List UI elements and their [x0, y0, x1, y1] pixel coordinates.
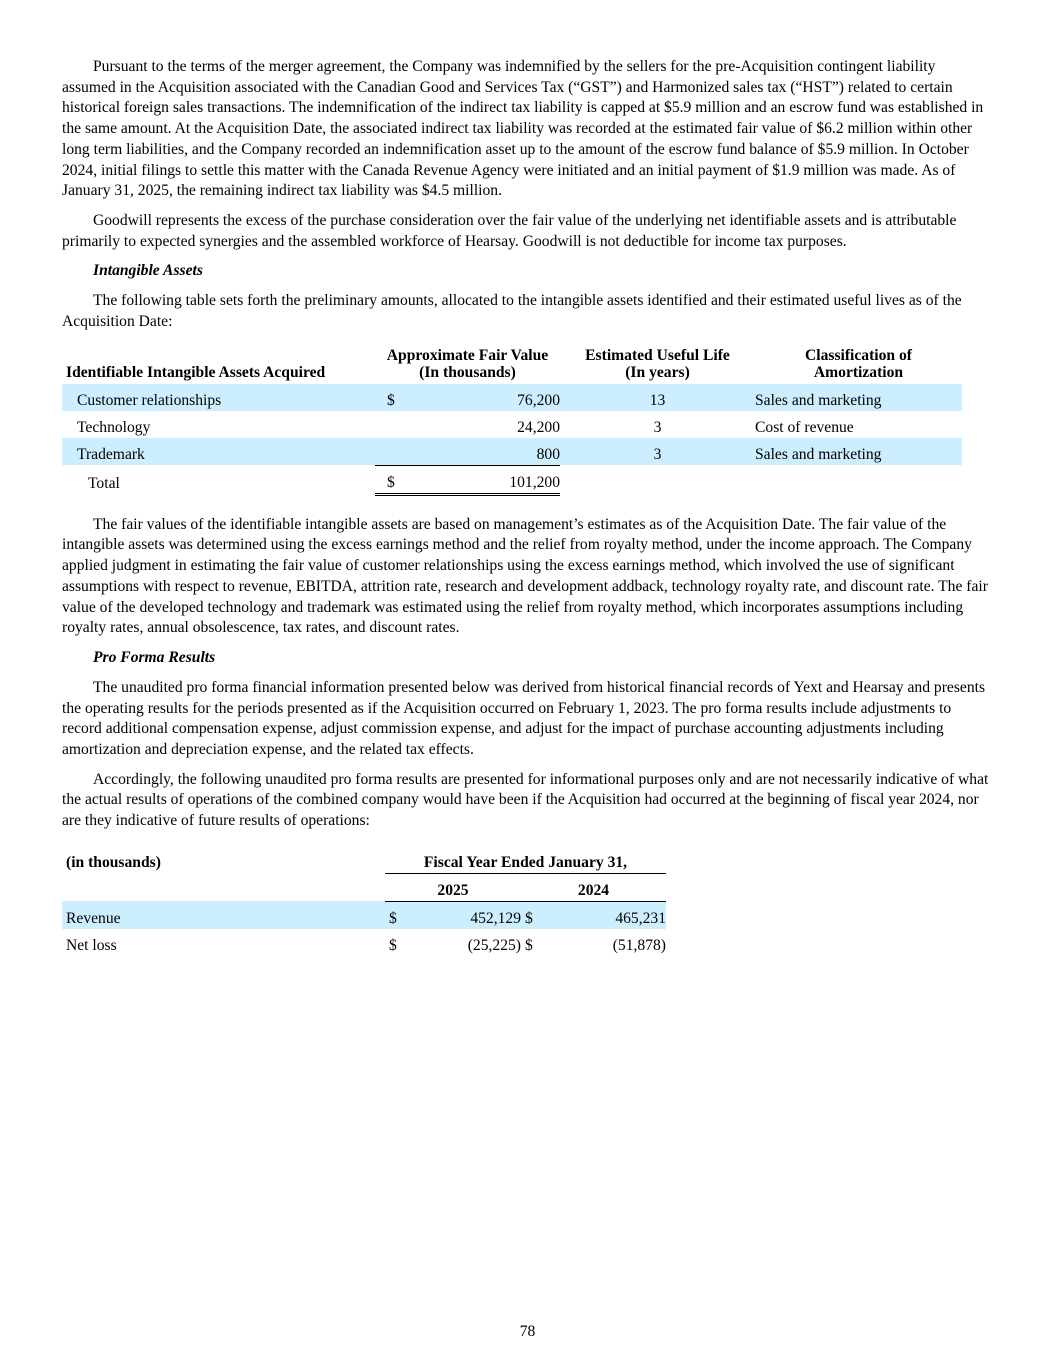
row-asset: Customer relationships	[77, 391, 222, 409]
pro-forma-table	[62, 846, 666, 956]
paragraph-intangible-intro: The following table sets forth the preliminary amounts, allocated to the intangible assets identified and their estimated useful lives as of the Acquisition Date:	[62, 292, 962, 331]
document-page	[62, 57, 992, 956]
header-useful-life-line1: Estimated Useful Life	[585, 346, 730, 364]
row-value-2025: (25,225)	[467, 936, 521, 954]
header-useful-life-line2: (In years)	[625, 363, 690, 381]
paragraph-pro-forma-disclaimer: Accordingly, the following unaudited pro forma results are presented for informational purposes only and are not necessarily indicative of what the actual results of operations of the combined company would have been if the Acquisition had occurred at the beginning of fiscal year 2024, nor are they indicative of future results of operations:	[62, 770, 989, 830]
row-classification: Cost of revenue	[755, 418, 854, 436]
page-number: 78	[519, 1323, 536, 1340]
year-2025: 2025	[385, 873, 521, 901]
row-asset: Technology	[77, 418, 151, 436]
row-value-2025: 452,129	[470, 909, 521, 927]
row-value: 24,200	[517, 418, 560, 436]
row-life: 13	[649, 391, 666, 409]
unit-label: (in thousands)	[66, 854, 161, 872]
table-header-row	[62, 873, 666, 901]
heading-intangible-assets: Intangible Assets	[93, 262, 203, 280]
row-asset: Trademark	[77, 446, 145, 464]
header-fair-value	[375, 347, 560, 384]
row-currency: $	[387, 391, 395, 409]
row-value-2024: (51,878)	[612, 936, 666, 954]
table-row	[62, 411, 962, 438]
row-label: Net loss	[66, 936, 117, 954]
table-row	[62, 438, 962, 466]
row-classification: Sales and marketing	[755, 391, 882, 409]
total-value: 101,200	[395, 465, 560, 494]
row-currency	[375, 438, 395, 466]
table-row	[62, 929, 666, 956]
row-currency: $	[525, 936, 533, 954]
row-life: 3	[653, 418, 662, 436]
table-header-row	[62, 846, 666, 874]
row-currency: $	[525, 909, 533, 927]
header-fair-value-line2: (In thousands)	[419, 363, 516, 381]
row-label: Revenue	[66, 909, 121, 927]
row-life: 3	[653, 446, 662, 464]
row-value: 76,200	[517, 391, 560, 409]
row-value: 800	[395, 438, 560, 466]
intangible-assets-table	[62, 347, 962, 496]
table-row	[62, 901, 666, 929]
header-classification	[755, 347, 962, 384]
paragraph-indemnification: Pursuant to the terms of the merger agreement, the Company was indemnified by the sellers for the pre-Acquisition contingent liability assumed in the Acquisition associated with the Canadian Good and Services Tax (“GST”) and Harmonized sales tax (“HST”) related to certain historical foreign sales transactions. The indemnification of the indirect tax liability is capped at $5.9 million and an escrow fund was established in the same amount. At the Acquisition Date, the associated indirect tax liability was recorded at the estimated fair value of $6.2 million within other long term liabilities, and the Company recorded an indemnification asset up to the amount of the escrow fund balance of $5.9 million. In October 2024, initial filings to settle this matter with the Canada Revenue Agency were initiated and an initial payment of $1.9 million was made. As of January 31, 2025, the remaining indirect tax liability was $4.5 million.	[62, 58, 984, 200]
header-asset: Identifiable Intangible Assets Acquired	[66, 363, 326, 381]
paragraph-goodwill: Goodwill represents the excess of the purchase consideration over the fair value of the underlying net identifiable assets and is attributable primarily to expected synergies and the assembled workforce of Hearsay. Goodwill is not deductible for income tax purposes.	[62, 211, 957, 250]
row-classification: Sales and marketing	[755, 446, 882, 464]
header-classification-line2: Amortization	[813, 363, 904, 381]
year-2024: 2024	[521, 873, 666, 901]
row-currency	[375, 411, 395, 438]
table-row	[62, 384, 962, 411]
total-label: Total	[88, 475, 120, 493]
row-value-2024: 465,231	[615, 909, 666, 927]
paragraph-pro-forma-intro: The unaudited pro forma financial information presented below was derived from historical financial records of Yext and Hearsay and presents the operating results for the periods presented as if the Acquisition occurred on February 1, 2023. The pro forma results include adjustments to record additional compensation expense, adjust commission expense, and adjust for the impact of purchase accounting adjustments including amortization and depreciation expense, and the related tax effects.	[62, 678, 986, 759]
total-currency: $	[375, 465, 395, 494]
table-header-row	[62, 347, 962, 384]
heading-pro-forma: Pro Forma Results	[93, 648, 216, 666]
period-header: Fiscal Year Ended January 31,	[385, 846, 666, 874]
paragraph-fair-value-method: The fair values of the identifiable intangible assets are based on management’s estimates as of the Acquisition Date. The fair value of the intangible assets was determined using the excess earnings method and the relief from royalty method, under the income approach. The Company applied judgment in estimating the fair value of customer relationships using the excess earnings method, which involved the use of significant assumptions with respect to revenue, EBITDA, attrition rate, research and development addback, technology royalty rate, and discount rate. The fair value of the developed technology and trademark was estimated using the relief from royalty method, which incorporates assumptions including royalty rates, annual obsolescence, tax rates, and discount rates.	[62, 515, 988, 637]
header-classification-line1: Classification of	[805, 346, 912, 364]
row-currency: $	[389, 909, 397, 927]
row-currency: $	[389, 936, 397, 954]
header-fair-value-line1: Approximate Fair Value	[386, 346, 549, 364]
header-useful-life	[580, 347, 735, 384]
table-total-row	[62, 465, 962, 494]
